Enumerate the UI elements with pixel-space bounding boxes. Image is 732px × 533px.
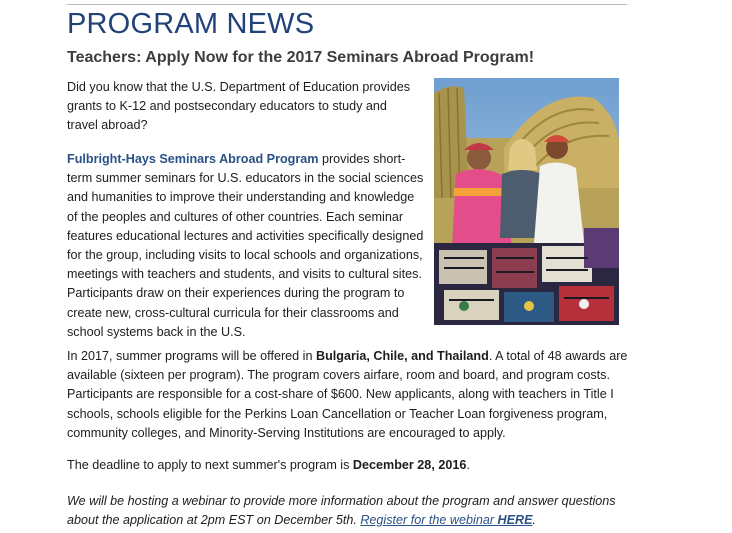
section-title: PROGRAM NEWS: [67, 8, 315, 40]
deadline-paragraph: [67, 456, 633, 475]
fulbright-program-link[interactable]: Fulbright-Hays Seminars Abroad Program: [67, 152, 319, 166]
programs-details-text: . A total of 48 awards are available (sixteen per program). The program covers airfare, room and board, and program costs. Participants are responsible for a cost-share of $600. New applicants, along with teachers in Title I schools, schools eligible for the Perkins Loan Cancellation or Teacher Loan forgiveness program, community colleges, and Minority-Serving Institutions are encouraged to apply.: [67, 349, 628, 440]
webinar-link-here: HERE: [497, 513, 533, 528]
programs-countries: Bulgaria, Chile, and Thailand: [315, 349, 489, 363]
fulbright-description: provides short-term summer seminars for U.S. educators in the social sciences and humanities to improve their understanding and knowledge of the peoples and cultures of other countries. Each seminar features educational lectures and activities specifically designed for the group, including visits to local schools and organizations, meetings with teachers and students, and visits to cultural sites. Participants draw on their experiences during the program to create new, cross-cultural curricula for their classrooms and school systems back in the U.S.: [67, 152, 424, 339]
intro-paragraph: Did you know that the U.S. Department of Education provides grants to K-12 and postsecondary educators to study and travel abroad?: [67, 80, 411, 133]
deadline-period: .: [466, 458, 470, 472]
webinar-link-text: Register for the webinar: [360, 513, 498, 528]
webinar-text: We will be hosting a webinar to provide more information about the program and answer questions about the application at 2pm EST on December 5th.: [67, 494, 616, 528]
deadline-text: The deadline to apply to next summer's program is: [67, 458, 353, 472]
programs-paragraph: [67, 347, 633, 443]
seminar-photo: [434, 78, 619, 325]
top-divider: [67, 4, 627, 5]
webinar-register-link[interactable]: [360, 513, 532, 527]
deadline-date: December 28, 2016: [352, 458, 467, 472]
fulbright-paragraph: [67, 150, 427, 342]
webinar-period: .: [532, 513, 537, 528]
programs-intro-text: In 2017, summer programs will be offered in: [67, 349, 316, 363]
webinar-paragraph: [67, 492, 633, 530]
article-title: Teachers: Apply Now for the 2017 Seminars Abroad Program!: [67, 49, 535, 66]
